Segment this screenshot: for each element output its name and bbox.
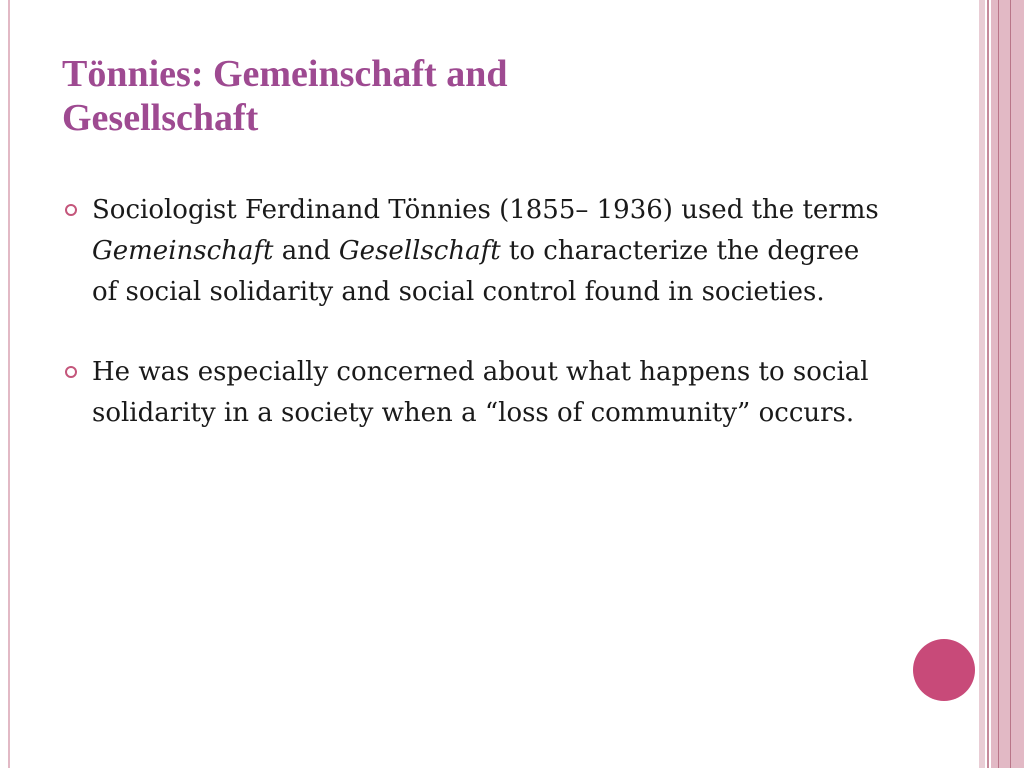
left-border-rule bbox=[8, 0, 10, 768]
bullet-term-gesellschaft: Gesellschaft bbox=[338, 236, 501, 266]
right-border-band bbox=[979, 0, 985, 768]
right-border-line bbox=[998, 0, 999, 768]
bullet-list bbox=[62, 190, 882, 473]
right-border-line bbox=[987, 0, 989, 768]
bullet-text: and bbox=[273, 236, 339, 266]
bullet-ring-icon bbox=[65, 204, 77, 216]
bullet-term-gemeinschaft: Gemeinschaft bbox=[92, 236, 274, 266]
slide-title bbox=[62, 52, 942, 140]
bullet-text: to characterize the degree of social solidarity and social control found in societies. bbox=[92, 236, 860, 307]
decorative-circle bbox=[913, 639, 975, 701]
right-border-strip bbox=[991, 0, 1024, 768]
title-line-1: Tönnies: Gemeinschaft and bbox=[62, 53, 508, 95]
bullet-ring-icon bbox=[65, 366, 77, 378]
bullet-item bbox=[62, 352, 882, 434]
right-border-line bbox=[1010, 0, 1011, 768]
bullet-text: Sociologist Ferdinand Tönnies (1855– 1936) used the terms bbox=[92, 195, 879, 225]
bullet-item bbox=[62, 190, 882, 313]
title-line-2: Gesellschaft bbox=[62, 97, 259, 139]
bullet-text: He was especially concerned about what happens to social solidarity in a society when a “loss of community” occurs. bbox=[92, 357, 869, 428]
